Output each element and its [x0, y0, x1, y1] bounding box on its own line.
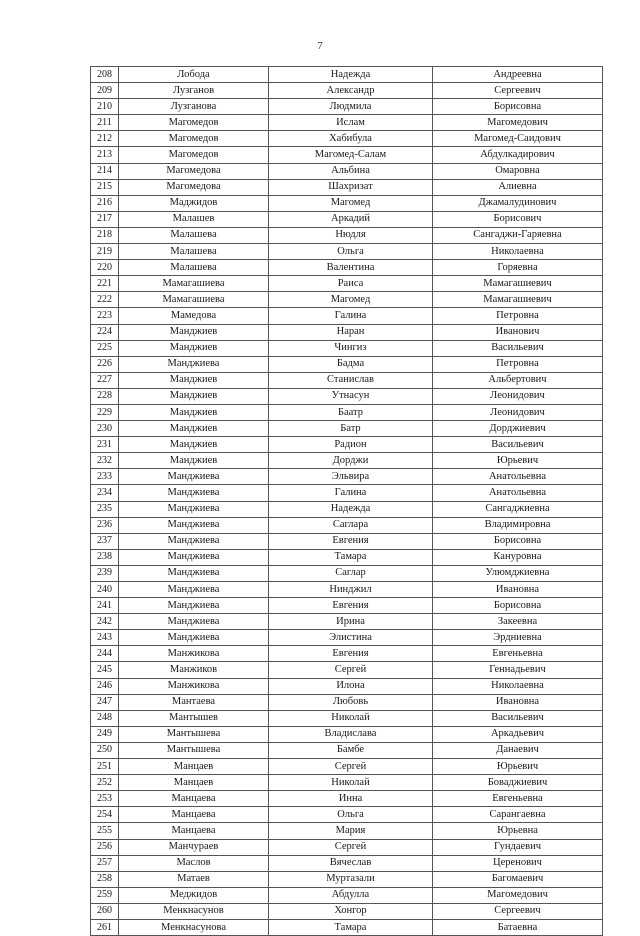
patronymic-cell: Юрьевич [433, 759, 603, 775]
table-row [91, 163, 603, 179]
patronymic-cell: Аркадьевич [433, 726, 603, 742]
first-name-cell: Любовь [269, 694, 433, 710]
surname-cell: Малашева [119, 227, 269, 243]
first-name-cell: Хабибула [269, 131, 433, 147]
surname-cell: Манжиков [119, 662, 269, 678]
row-number-cell: 241 [91, 598, 119, 614]
row-number-cell: 224 [91, 324, 119, 340]
first-name-cell: Людмила [269, 99, 433, 115]
table-row [91, 324, 603, 340]
table-row [91, 598, 603, 614]
patronymic-cell: Джамалудинович [433, 195, 603, 211]
table-row [91, 292, 603, 308]
table-row [91, 775, 603, 791]
row-number-cell: 229 [91, 404, 119, 420]
first-name-cell: Сергей [269, 662, 433, 678]
patronymic-cell: Боваджиевич [433, 775, 603, 791]
first-name-cell: Саглара [269, 517, 433, 533]
table-row [91, 211, 603, 227]
row-number-cell: 215 [91, 179, 119, 195]
table-row [91, 195, 603, 211]
patronymic-cell: Сарангаевна [433, 807, 603, 823]
first-name-cell: Раиса [269, 276, 433, 292]
first-name-cell: Николай [269, 775, 433, 791]
table-row [91, 919, 603, 935]
table-row [91, 276, 603, 292]
row-number-cell: 220 [91, 260, 119, 276]
surname-cell: Манжикова [119, 678, 269, 694]
row-number-cell: 244 [91, 646, 119, 662]
surname-cell: Манджиева [119, 356, 269, 372]
surname-cell: Манджиева [119, 582, 269, 598]
row-number-cell: 212 [91, 131, 119, 147]
table-row [91, 710, 603, 726]
patronymic-cell: Васильевич [433, 710, 603, 726]
table-row [91, 662, 603, 678]
surname-cell: Мамагашиева [119, 292, 269, 308]
first-name-cell: Муртазали [269, 871, 433, 887]
table-row [91, 614, 603, 630]
surname-cell: Манджиева [119, 517, 269, 533]
table-row [91, 469, 603, 485]
surname-cell: Манцаева [119, 791, 269, 807]
table-row [91, 83, 603, 99]
patronymic-cell: Мамагашиевич [433, 292, 603, 308]
table-row [91, 356, 603, 372]
table-row [91, 694, 603, 710]
first-name-cell: Магомед [269, 195, 433, 211]
first-name-cell: Станислав [269, 372, 433, 388]
surname-cell: Манджиева [119, 501, 269, 517]
table-row [91, 404, 603, 420]
first-name-cell: Галина [269, 308, 433, 324]
row-number-cell: 240 [91, 582, 119, 598]
surname-cell: Манджиев [119, 437, 269, 453]
first-name-cell: Галина [269, 485, 433, 501]
patronymic-cell: Магомедович [433, 115, 603, 131]
surname-cell: Манджиева [119, 614, 269, 630]
row-number-cell: 242 [91, 614, 119, 630]
first-name-cell: Евгения [269, 533, 433, 549]
row-number-cell: 257 [91, 855, 119, 871]
patronymic-cell: Борисовна [433, 99, 603, 115]
table-row [91, 485, 603, 501]
patronymic-cell: Магомедович [433, 887, 603, 903]
row-number-cell: 245 [91, 662, 119, 678]
patronymic-cell: Юрьевич [433, 453, 603, 469]
patronymic-cell: Васильевич [433, 437, 603, 453]
table-row [91, 565, 603, 581]
table-row [91, 807, 603, 823]
first-name-cell: Бадма [269, 356, 433, 372]
patronymic-cell: Геннадьевич [433, 662, 603, 678]
first-name-cell: Батр [269, 421, 433, 437]
table-row [91, 340, 603, 356]
patronymic-cell: Батаевна [433, 919, 603, 935]
row-number-cell: 225 [91, 340, 119, 356]
table-row [91, 179, 603, 195]
surname-cell: Малашева [119, 244, 269, 260]
table-row [91, 517, 603, 533]
table-row [91, 871, 603, 887]
surname-cell: Манджиева [119, 485, 269, 501]
surname-cell: Менкнасунова [119, 919, 269, 935]
row-number-cell: 218 [91, 227, 119, 243]
surname-cell: Маджидов [119, 195, 269, 211]
table-row [91, 887, 603, 903]
surname-cell: Манцаев [119, 759, 269, 775]
row-number-cell: 249 [91, 726, 119, 742]
patronymic-cell: Петровна [433, 356, 603, 372]
first-name-cell: Нинджил [269, 582, 433, 598]
surname-cell: Манджиев [119, 453, 269, 469]
patronymic-cell: Багомаевич [433, 871, 603, 887]
first-name-cell: Тамара [269, 549, 433, 565]
row-number-cell: 259 [91, 887, 119, 903]
first-name-cell: Бамбе [269, 742, 433, 758]
patronymic-cell: Андреевна [433, 67, 603, 83]
surname-cell: Манджиев [119, 372, 269, 388]
table-row [91, 67, 603, 83]
patronymic-cell: Николаевна [433, 678, 603, 694]
surname-cell: Лузганов [119, 83, 269, 99]
patronymic-cell: Мамагашиевич [433, 276, 603, 292]
table-row [91, 244, 603, 260]
surname-cell: Малашева [119, 260, 269, 276]
surname-cell: Манджиева [119, 533, 269, 549]
surname-cell: Мамедова [119, 308, 269, 324]
row-number-cell: 255 [91, 823, 119, 839]
row-number-cell: 221 [91, 276, 119, 292]
patronymic-cell: Борисовна [433, 598, 603, 614]
row-number-cell: 251 [91, 759, 119, 775]
row-number-cell: 230 [91, 421, 119, 437]
patronymic-cell: Васильевич [433, 340, 603, 356]
patronymic-cell: Сангаджиевна [433, 501, 603, 517]
surname-cell: Мантышев [119, 710, 269, 726]
row-number-cell: 216 [91, 195, 119, 211]
patronymic-cell: Анатольевна [433, 485, 603, 501]
surname-cell: Манджиев [119, 340, 269, 356]
row-number-cell: 256 [91, 839, 119, 855]
table-row [91, 227, 603, 243]
surname-cell: Манжикова [119, 646, 269, 662]
table-row [91, 501, 603, 517]
first-name-cell: Валентина [269, 260, 433, 276]
table-row [91, 388, 603, 404]
table-row [91, 131, 603, 147]
table-row [91, 437, 603, 453]
first-name-cell: Саглар [269, 565, 433, 581]
surname-cell: Манджиева [119, 565, 269, 581]
surname-cell: Манджиева [119, 469, 269, 485]
patronymic-cell: Леонидович [433, 388, 603, 404]
patronymic-cell: Закеевна [433, 614, 603, 630]
row-number-cell: 237 [91, 533, 119, 549]
surname-cell: Манджиев [119, 324, 269, 340]
surname-cell: Манджиева [119, 630, 269, 646]
first-name-cell: Сергей [269, 759, 433, 775]
row-number-cell: 248 [91, 710, 119, 726]
row-number-cell: 217 [91, 211, 119, 227]
surname-cell: Магомедова [119, 163, 269, 179]
first-name-cell: Надежда [269, 501, 433, 517]
first-name-cell: Вячеслав [269, 855, 433, 871]
first-name-cell: Хонгор [269, 903, 433, 919]
row-number-cell: 213 [91, 147, 119, 163]
first-name-cell: Ольга [269, 244, 433, 260]
first-name-cell: Александр [269, 83, 433, 99]
surname-cell: Матаев [119, 871, 269, 887]
surname-cell: Маслов [119, 855, 269, 871]
first-name-cell: Утнасун [269, 388, 433, 404]
table-row [91, 549, 603, 565]
surname-cell: Мантаева [119, 694, 269, 710]
first-name-cell: Тамара [269, 919, 433, 935]
patronymic-cell: Юрьевна [433, 823, 603, 839]
first-name-cell: Владислава [269, 726, 433, 742]
patronymic-cell: Владимировна [433, 517, 603, 533]
first-name-cell: Эльвира [269, 469, 433, 485]
first-name-cell: Баатр [269, 404, 433, 420]
first-name-cell: Шахризат [269, 179, 433, 195]
table-row [91, 759, 603, 775]
table-row [91, 726, 603, 742]
table-row [91, 855, 603, 871]
patronymic-cell: Сангаджи-Гаряевна [433, 227, 603, 243]
table-row [91, 260, 603, 276]
row-number-cell: 235 [91, 501, 119, 517]
row-number-cell: 260 [91, 903, 119, 919]
first-name-cell: Нюдля [269, 227, 433, 243]
patronymic-cell: Альбертович [433, 372, 603, 388]
table-row [91, 582, 603, 598]
row-number-cell: 253 [91, 791, 119, 807]
first-name-cell: Абдулла [269, 887, 433, 903]
table-row [91, 99, 603, 115]
surname-cell: Манцаев [119, 775, 269, 791]
row-number-cell: 254 [91, 807, 119, 823]
first-name-cell: Радион [269, 437, 433, 453]
patronymic-cell: Сергеевич [433, 83, 603, 99]
first-name-cell: Альбина [269, 163, 433, 179]
first-name-cell: Аркадий [269, 211, 433, 227]
table-row [91, 115, 603, 131]
roster-table [90, 66, 603, 936]
first-name-cell: Чингиз [269, 340, 433, 356]
row-number-cell: 234 [91, 485, 119, 501]
surname-cell: Малашев [119, 211, 269, 227]
table-row [91, 308, 603, 324]
surname-cell: Магомедов [119, 131, 269, 147]
patronymic-cell: Борисовна [433, 533, 603, 549]
page-number: 7 [317, 40, 323, 52]
table-row [91, 791, 603, 807]
surname-cell: Манджиев [119, 404, 269, 420]
row-number-cell: 247 [91, 694, 119, 710]
patronymic-cell: Евгеньевна [433, 791, 603, 807]
surname-cell: Манджиев [119, 388, 269, 404]
row-number-cell: 211 [91, 115, 119, 131]
patronymic-cell: Омаровна [433, 163, 603, 179]
surname-cell: Магомедов [119, 115, 269, 131]
first-name-cell: Наран [269, 324, 433, 340]
patronymic-cell: Улюмджиевна [433, 565, 603, 581]
row-number-cell: 231 [91, 437, 119, 453]
row-number-cell: 233 [91, 469, 119, 485]
first-name-cell: Ирина [269, 614, 433, 630]
row-number-cell: 246 [91, 678, 119, 694]
row-number-cell: 214 [91, 163, 119, 179]
row-number-cell: 250 [91, 742, 119, 758]
row-number-cell: 223 [91, 308, 119, 324]
row-number-cell: 209 [91, 83, 119, 99]
surname-cell: Манчураев [119, 839, 269, 855]
patronymic-cell: Сергеевич [433, 903, 603, 919]
patronymic-cell: Магомед-Саидович [433, 131, 603, 147]
patronymic-cell: Данаевич [433, 742, 603, 758]
patronymic-cell: Анатольевна [433, 469, 603, 485]
table-row [91, 742, 603, 758]
patronymic-cell: Петровна [433, 308, 603, 324]
row-number-cell: 219 [91, 244, 119, 260]
row-number-cell: 243 [91, 630, 119, 646]
first-name-cell: Николай [269, 710, 433, 726]
row-number-cell: 227 [91, 372, 119, 388]
patronymic-cell: Алиевна [433, 179, 603, 195]
first-name-cell: Мария [269, 823, 433, 839]
patronymic-cell: Абдулкадирович [433, 147, 603, 163]
table-row [91, 903, 603, 919]
first-name-cell: Магомед-Салам [269, 147, 433, 163]
row-number-cell: 226 [91, 356, 119, 372]
patronymic-cell: Ивановна [433, 694, 603, 710]
table-row [91, 453, 603, 469]
first-name-cell: Сергей [269, 839, 433, 855]
patronymic-cell: Церенович [433, 855, 603, 871]
first-name-cell: Элистина [269, 630, 433, 646]
table-row [91, 678, 603, 694]
surname-cell: Менкнасунов [119, 903, 269, 919]
patronymic-cell: Леонидович [433, 404, 603, 420]
table-row [91, 646, 603, 662]
patronymic-cell: Иванович [433, 324, 603, 340]
table-row [91, 630, 603, 646]
table-row [91, 147, 603, 163]
table-row [91, 839, 603, 855]
table-row [91, 823, 603, 839]
surname-cell: Манджиева [119, 549, 269, 565]
surname-cell: Магомедова [119, 179, 269, 195]
row-number-cell: 239 [91, 565, 119, 581]
patronymic-cell: Горяевна [433, 260, 603, 276]
patronymic-cell: Гундаевич [433, 839, 603, 855]
table-row [91, 372, 603, 388]
patronymic-cell: Николаевна [433, 244, 603, 260]
surname-cell: Магомедов [119, 147, 269, 163]
patronymic-cell: Дорджиевич [433, 421, 603, 437]
row-number-cell: 252 [91, 775, 119, 791]
row-number-cell: 232 [91, 453, 119, 469]
row-number-cell: 261 [91, 919, 119, 935]
row-number-cell: 208 [91, 67, 119, 83]
row-number-cell: 222 [91, 292, 119, 308]
row-number-cell: 236 [91, 517, 119, 533]
patronymic-cell: Борисович [433, 211, 603, 227]
row-number-cell: 238 [91, 549, 119, 565]
roster-body [91, 67, 603, 936]
surname-cell: Манджиев [119, 421, 269, 437]
surname-cell: Манджиева [119, 598, 269, 614]
surname-cell: Манцаева [119, 807, 269, 823]
table-row [91, 421, 603, 437]
first-name-cell: Надежда [269, 67, 433, 83]
patronymic-cell: Евгеньевна [433, 646, 603, 662]
first-name-cell: Дорджи [269, 453, 433, 469]
first-name-cell: Магомед [269, 292, 433, 308]
row-number-cell: 258 [91, 871, 119, 887]
patronymic-cell: Ивановна [433, 582, 603, 598]
first-name-cell: Евгения [269, 598, 433, 614]
table-row [91, 533, 603, 549]
surname-cell: Меджидов [119, 887, 269, 903]
surname-cell: Манцаева [119, 823, 269, 839]
surname-cell: Мантышева [119, 742, 269, 758]
first-name-cell: Ольга [269, 807, 433, 823]
first-name-cell: Ислам [269, 115, 433, 131]
surname-cell: Мамагашиева [119, 276, 269, 292]
surname-cell: Мантышева [119, 726, 269, 742]
first-name-cell: Илона [269, 678, 433, 694]
row-number-cell: 210 [91, 99, 119, 115]
patronymic-cell: Эрдниевна [433, 630, 603, 646]
first-name-cell: Инна [269, 791, 433, 807]
row-number-cell: 228 [91, 388, 119, 404]
patronymic-cell: Кануровна [433, 549, 603, 565]
first-name-cell: Евгения [269, 646, 433, 662]
surname-cell: Лузганова [119, 99, 269, 115]
surname-cell: Лобода [119, 67, 269, 83]
